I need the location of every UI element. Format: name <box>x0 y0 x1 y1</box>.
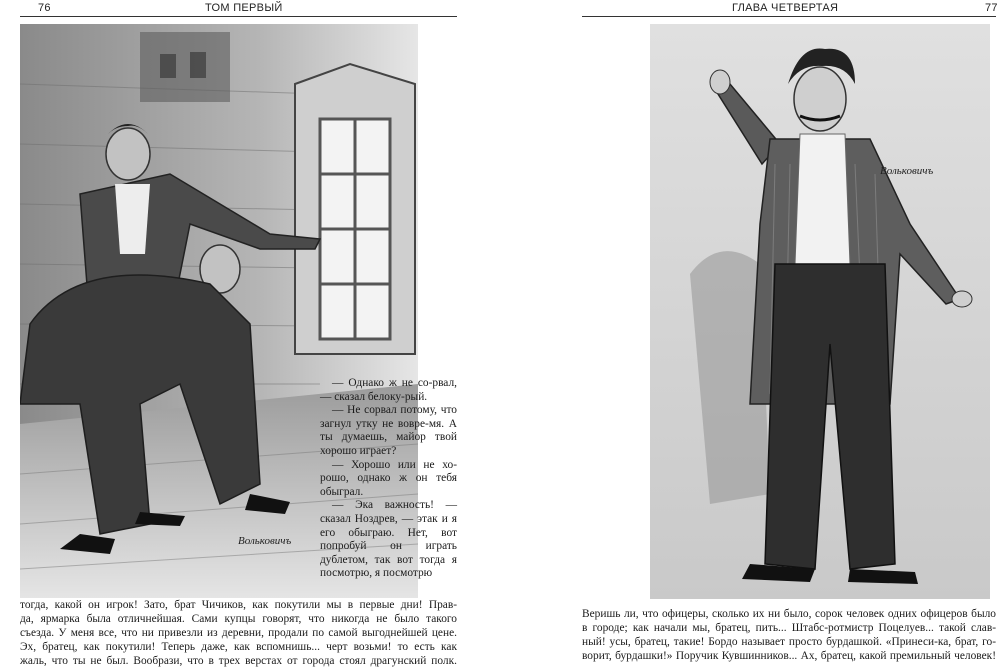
text-line: Эх, братец, как покутили! Теперь даже, как вспомнишь... черт возьми! то есть как <box>20 641 457 653</box>
text-line: съезда. У меня все, что ни привезли из деревни, продали по самой выгоднейшей цене. <box>20 627 457 639</box>
paragraph-4: — Эка важность! — сказал Ноздрев, — этак и я его обыграю. Нет, вот попробуй он играть дублетом, так вот тогда я посмотрю, я посмотрю <box>320 499 457 580</box>
left-page <box>0 0 500 665</box>
text-column-left <box>320 377 457 581</box>
paragraph-2: — Не сорвал потому, что загнул утку не вовре-мя. А ты думаешь, майор твой хорошо играет? <box>320 404 457 457</box>
illustration-signature-left: Вольковичъ <box>238 535 292 547</box>
header-rule-left <box>20 16 457 17</box>
right-page <box>500 0 1000 665</box>
running-head-right: ГЛАВА ЧЕТВЕРТАЯ <box>732 2 839 14</box>
text-line: тогда, какой он игрок! Зато, брат Чичиков, как покутили мы в первые дни! Прав- <box>20 599 457 611</box>
header-rule-right <box>582 16 996 17</box>
illustration-nozdrev <box>650 24 990 599</box>
text-line: ный! усы, братец, такие! Бордо называет просто бурдашкой. «Принеси-ка, брат, го- <box>582 636 996 648</box>
text-line: да, ярмарка была отличнейшая. Сами купцы говорят, что никогда не было такого <box>20 613 457 625</box>
text-line: жаль, что ты не был. Вообрази, что в трех верстах от города стоял драгунский полк. <box>20 655 457 667</box>
engraving-right <box>650 24 990 599</box>
running-head-left: ТОМ ПЕРВЫЙ <box>205 2 283 14</box>
page-number-left: 76 <box>38 2 51 14</box>
paragraph-3: — Хорошо или не хо-рошо, однако ж он тебя обыграл. <box>320 458 457 498</box>
illustration-signature-right: Вольковичъ <box>880 165 934 177</box>
text-block-left <box>20 598 457 668</box>
text-block-right <box>582 607 996 663</box>
text-line: в городе; как начали мы, братец, пить... Штабс-ротмистр Поцелуев... такой слав- <box>582 622 996 634</box>
text-line: ворит, бурдашки!» Поручик Кувшинников... Ах, братец, какой премильный человек! <box>582 650 996 662</box>
page-number-right: 77 <box>985 2 998 14</box>
text-line: Веришь ли, что офицеры, сколько их ни было, сорок человек одних офицеров было <box>582 608 996 620</box>
paragraph-1: — Однако ж не со-рвал, — сказал белоку-рый. <box>320 377 457 403</box>
